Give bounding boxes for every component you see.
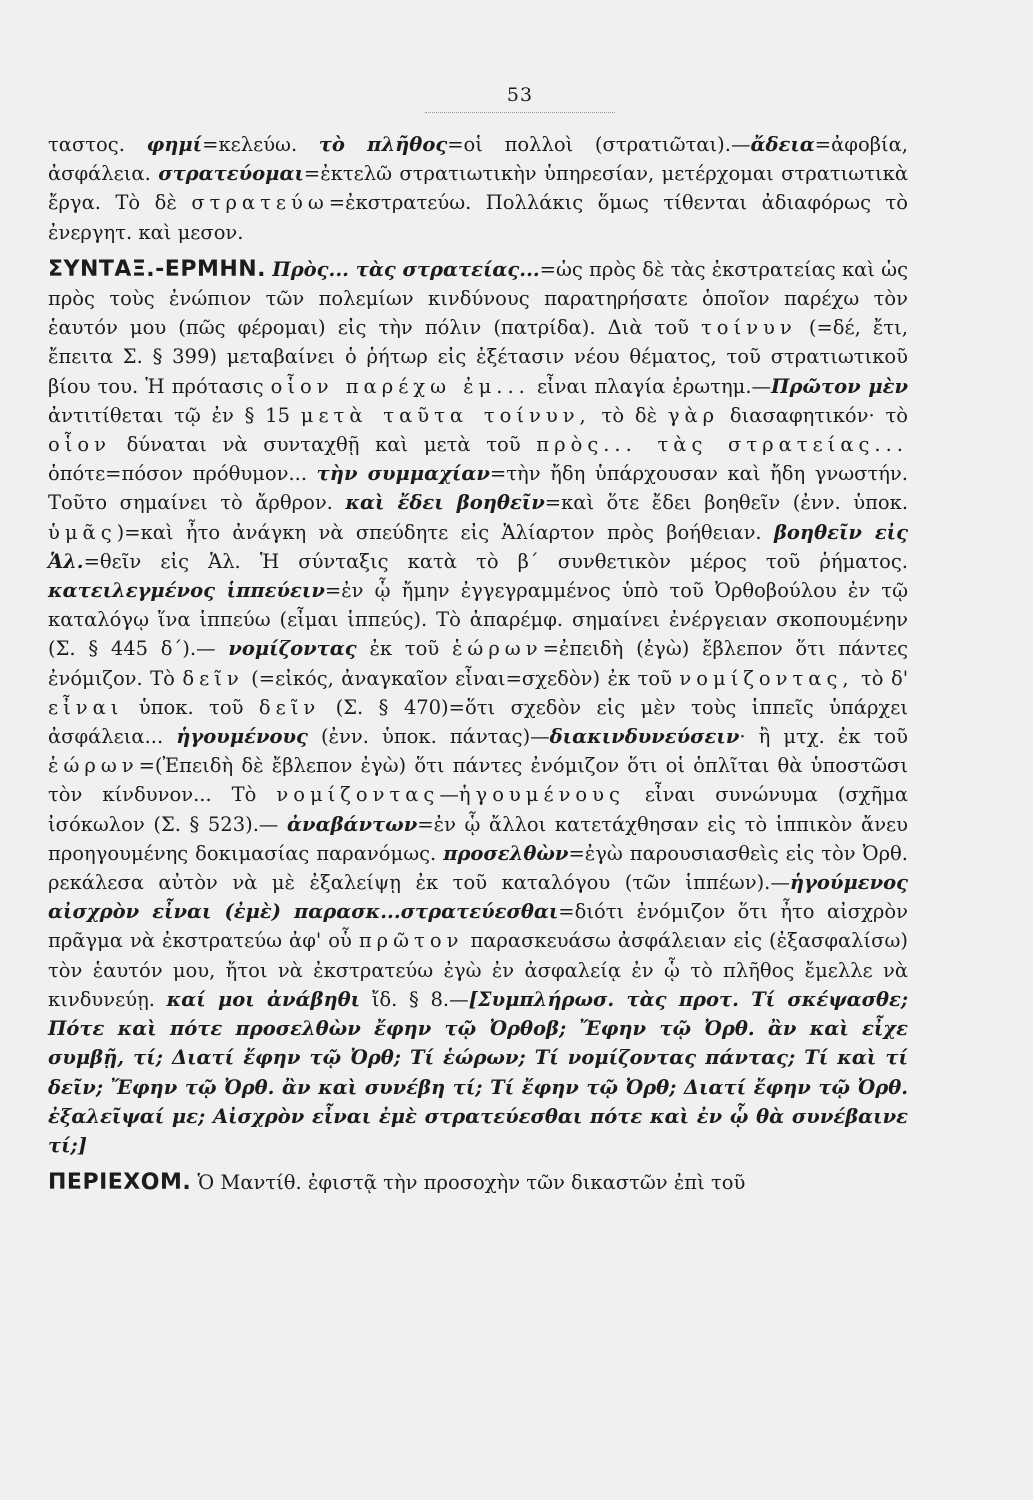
- text-run: )=καὶ ἦτο ἀνάγκη νὰ σπεύδητε εἰς Ἁλίαρτον πρὸς βοήθειαν.: [116, 520, 762, 544]
- text-run: =οἱ πολλοὶ (στρατιῶται).—: [447, 133, 751, 156]
- lemma: βοηθεῖν εἰς Ἁλ.: [48, 520, 908, 573]
- text-run: =(Ἐπειδὴ δὲ ἔβλεπον ἐγὼ) ὅτι πάντες ἐνόμιζον ὅτι οἱ ὁπλῖται θὰ ὑποστῶσι τὸν κίνδυνον... Τὸ: [48, 754, 908, 807]
- text-run: · ἢ μτχ. ἐκ τοῦ: [739, 725, 908, 749]
- spaced-word: δεῖν: [258, 695, 321, 719]
- lemma: τὴν συμμαχίαν: [316, 462, 490, 486]
- spaced-word: ἑώρων: [451, 637, 543, 661]
- completion-questions: [Συμπλήρωσ. τὰς προτ. Τί σκέψασθε; Πότε καὶ πότε προσελθὼν ἔφην τῷ Ὀρθοβ; Ἔφην τῷ Ὀρθ. ἂν καὶ εἶχε συμβῇ, τί; Διατί ἔφην τῷ Ὀρθ; Τί ἑώρων; Τί νομίζοντας πάντας; Τί καὶ τί δεῖν; Ἔφην τῷ Ὀρθ. ἂν καὶ συνέβη τί; Τί ἔφην τῷ Ὀρθ; Διατί ἔφην τῷ Ὀρθ. ἐξαλεῖψαί με; Αἰσχρὸν εἶναι ἐμὲ στρατεύεσθαι πότε καὶ ἐν ᾧ θὰ συνέβαινε τί;]: [48, 987, 909, 1157]
- spaced-word: στρατεύω: [191, 191, 329, 215]
- text-run: ὑποκ. τοῦ: [138, 695, 244, 719]
- text-run: =ἐν ᾧ ἤμην ἐγγεγραμμένος ὑπὸ τοῦ Ὀρθοβούλου ἐν τῷ καταλόγῳ ἵνα ἱππεύω (εἶμαι ἱππεύς). Τὸ ἀπαρέμφ. σημαίνει ἐνέργειαν σκοπουμένην (Σ. § 445 δ΄).—: [48, 579, 908, 661]
- commentary-text: [48, 130, 908, 1197]
- spaced-word: δεῖν: [182, 666, 244, 690]
- text-run: τὸ δ': [861, 666, 909, 690]
- text-run: —: [439, 783, 459, 807]
- text-run: ἴδ. § 8.—: [371, 987, 469, 1011]
- text-run: =ἐπειδὴ (ἐγὼ) ἔβλεπον ὅτι πάντες ἐνόμιζον. Τὸ: [48, 637, 908, 690]
- lemma: νομίζοντας: [228, 637, 357, 661]
- text-run: διασαφητικόν· τὸ: [729, 403, 909, 427]
- text-run: =ἐκτελῶ στρατιωτικὴν ὑπηρεσίαν, μετέρχομαι στρατιωτικὰ ἔργα. Τὸ δὲ: [48, 162, 908, 215]
- text-run: δύναται νὰ συνταχθῇ καὶ μετὰ τοῦ: [126, 433, 521, 457]
- page-number-rule: [425, 112, 615, 113]
- lemma: καί μοι ἀνάβηθι: [166, 987, 361, 1011]
- paragraph-syntax-interpretation: [48, 255, 908, 1160]
- lemma: στρατεύομαι: [158, 162, 304, 186]
- spaced-word: νομίζοντας,: [679, 666, 854, 690]
- lemma: ἀναβάντων: [287, 812, 418, 836]
- text-run: Ὁ Μαντίθ. ἐφιστᾷ τὴν προσοχὴν τῶν δικαστῶν ἐπὶ τοῦ: [197, 1171, 746, 1195]
- section-heading: ΠΕΡΙΕΧΟΜ.: [48, 1170, 192, 1196]
- spaced-word: εἶναι: [48, 695, 124, 719]
- spaced-word: μετὰ ταῦτα τοίνυν,: [300, 403, 591, 427]
- text-run: ἀντιτίθεται τῷ ἐν § 15: [48, 403, 290, 427]
- lemma: διακινδυνεύσειν: [549, 725, 740, 749]
- section-heading: ΣΥΝΤΑΞ.-ΕΡΜΗΝ.: [48, 256, 267, 282]
- spaced-word: οἷον: [48, 433, 111, 457]
- paragraph-vocabulary: [48, 130, 908, 247]
- text-run: =ἀφοβία, ἀσφάλεια.: [48, 133, 908, 186]
- spaced-word: γὰρ: [667, 403, 720, 427]
- spaced-word: ἡγουμένους: [458, 783, 625, 807]
- text-run: ἐκ τοῦ: [369, 637, 440, 661]
- text-run: παρασκευάσω ἀσφάλειαν εἰς (ἐξασφαλίσω) τὸν ἑαυτόν μου, ἤτοι νὰ ἐκστρατεύω ἐγὼ ἐν ἀσφαλείᾳ ἐν ᾧ τὸ πλῆθος ἔμελλε νὰ κινδυνεύῃ.: [48, 929, 908, 1011]
- lemma: ἡγουμένους: [176, 725, 308, 749]
- spaced-word: ἑώρων: [48, 754, 139, 778]
- lemma: κατειλεγμένος ἱππεύειν: [48, 579, 325, 603]
- spaced-word: πρῶτον: [358, 929, 464, 953]
- text-run: =θεῖν εἰς Ἁλ. Ἡ σύνταξις κατὰ τὸ β΄ συνθετικὸν μέρος τοῦ ῥήματος.: [83, 549, 908, 573]
- lemma: τὸ πλῆθος: [318, 133, 448, 156]
- text-run: ταστος.: [48, 133, 125, 156]
- text-run: (=δέ, ἔτι, ἔπειτα Σ. § 399) μεταβαίνει ὁ ῥήτωρ εἰς ἐξέτασιν νέου θέματος, τοῦ στρατιωτικοῦ βίου του. Ἡ πρότασις: [48, 316, 908, 398]
- text-run: τὸ δὲ: [601, 403, 658, 427]
- spaced-word: τοίνυν: [701, 316, 797, 340]
- lemma: καὶ ἔδει βοηθεῖν: [345, 491, 545, 515]
- spaced-word: νομίζοντας: [276, 783, 440, 807]
- text-run: εἶναι συνώνυμα (σχῆμα ἰσόκωλον (Σ. § 523).—: [48, 783, 909, 836]
- text-run: =διότι ἐνόμιζον ὅτι ἦτο αἰσχρὸν πρᾶγμα νὰ ἐκστρατεύω ἀφ' οὗ: [48, 900, 908, 953]
- text-run: =ἐν ᾧ ἄλλοι κατετάχθησαν εἰς τὸ ἱππικὸν ἄνευ προηγουμένης δοκιμασίας παρανόμως.: [48, 812, 908, 865]
- text-run: =ὡς πρὸς δὲ τὰς ἐκστρατείας καὶ ὡς πρὸς τοὺς ἐνώπιον τῶν πολεμίων κινδύνους παρατηρήσατε ὁποῖον παρέχω τὸν ἑαυτόν μου (πῶς φέρομαι) εἰς τὴν πόλιν (πατρίδα). Διὰ τοῦ: [48, 257, 908, 340]
- text-run: =ἐκστρατεύω. Πολλάκις ὅμως τίθενται ἀδιαφόρως τὸ ἐνεργητ. καὶ μεσον.: [48, 191, 909, 244]
- spaced-word: ὑμᾶς: [48, 520, 117, 544]
- paragraph-gap: [48, 1160, 908, 1168]
- page-number: 53: [506, 84, 534, 106]
- text-run: =καὶ ὅτε ἔδει βοηθεῖν (ἐνν. ὑποκ.: [544, 491, 909, 515]
- lemma: ἄδεια: [750, 133, 815, 156]
- text-run: =κελεύω.: [202, 133, 298, 156]
- lemma: Πρὸς... τὰς στρατείας...: [272, 257, 540, 281]
- lemma: Πρῶτον μὲν: [771, 374, 908, 398]
- text-run: =ἐγὼ παρουσιασθεὶς εἰς τὸν Ὀρθ. ρεκάλεσα αὐτὸν νὰ μὲ ἐξαλείψῃ ἐκ τοῦ καταλόγου (τῶν ἱππέων).—: [48, 841, 908, 895]
- text-run: =τὴν ἤδη ὑπάρχουσαν καὶ ἤδη γνωστήν. Τοῦτο σημαίνει τὸ ἄρθρον.: [48, 462, 908, 515]
- spaced-word: πρὸς... τὰς στρατείας...: [536, 433, 909, 457]
- spaced-word: οἷον παρέχω ἐμ...: [270, 374, 530, 398]
- paragraph-gap: [48, 247, 908, 255]
- text-run: (ἐνν. ὑποκ. πάντας)—: [320, 725, 550, 749]
- text-run: (Σ. § 470)=ὅτι σχεδὸν εἰς μὲν τοὺς ἱππεῖς ὑπάρχει ἀσφάλεια...: [48, 695, 908, 749]
- text-run: ὁπότε=πόσον πρόθυμον...: [48, 462, 308, 486]
- paragraph-contents: [48, 1168, 908, 1197]
- lemma: φημί: [146, 133, 203, 156]
- lemma: ἡγούμενος αἰσχρὸν εἶναι (ἐμὲ) παρασκ...στρατεύεσθαι: [48, 871, 908, 924]
- lemma: προσελθὼν: [443, 841, 569, 865]
- text-run: (=εἰκός, ἀναγκαῖον εἶναι=σχεδὸν) ἐκ τοῦ: [251, 666, 672, 690]
- text-run: εἶναι πλαγία ἐρωτημ.—: [536, 374, 772, 398]
